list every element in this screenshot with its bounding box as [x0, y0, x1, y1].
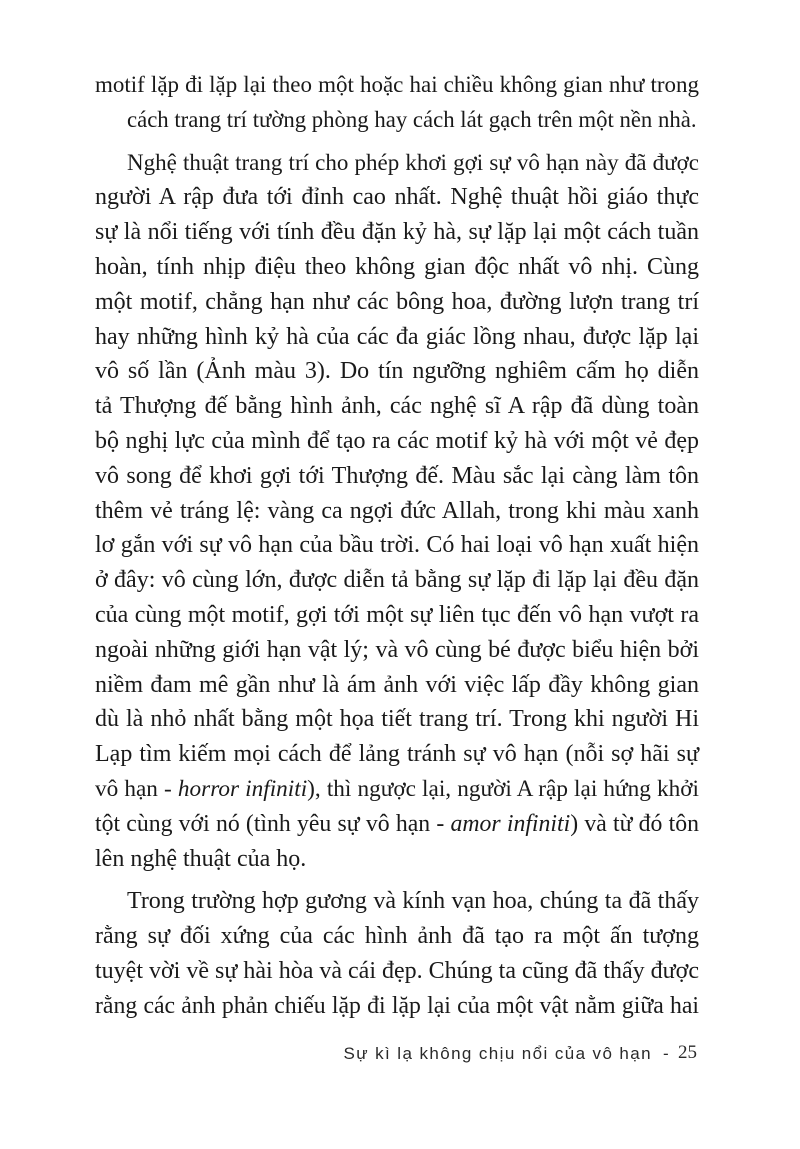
- text-line: tả Thượng đế bằng hình ảnh, các nghệ sĩ A rập đã dùng toàn: [95, 393, 699, 420]
- text-segment: ), thì ngược lại, người A rập lại hứng khởi: [307, 775, 699, 802]
- text-line: ngoài những giới hạn vật lý; và vô cùng bé được biểu hiện bởi: [95, 636, 699, 663]
- text-line: cách trang trí tường phòng hay cách lát gạch trên một nền nhà.: [127, 106, 697, 132]
- text-line: vô song để khơi gợi tới Thượng đế. Màu sắc lại càng làm tôn: [95, 462, 699, 489]
- text-line: lơ gắn với sự vô hạn của bầu trời. Có hai loại vô hạn xuất hiện: [95, 532, 699, 559]
- text-line: bộ nghị lực của mình để tạo ra các motif kỷ hà với một vẻ đẹp: [95, 427, 699, 454]
- text-line: một motif, chẳng hạn như các bông hoa, đường lượn trang trí: [95, 288, 699, 315]
- text-line: vô số lần (Ảnh màu 3). Do tín ngưỡng nghiêm cấm họ diễn: [95, 358, 699, 385]
- text-line: niềm đam mê gần như là ám ảnh với việc lấp đầy không gian: [95, 671, 699, 698]
- text-line: rằng sự đối xứng của các hình ảnh đã tạo ra một ấn tượng: [95, 923, 699, 950]
- text-line: tuyệt vời về sự hài hòa và cái đẹp. Chúng ta cũng đã thấy được: [95, 957, 699, 984]
- paragraph-2: [95, 146, 699, 877]
- text-segment: tột cùng với nó (tình yêu sự vô hạn -: [95, 810, 451, 837]
- text-line: Lạp tìm kiếm mọi cách để lảng tránh sự vô hạn (nỗi sợ hãi sự: [95, 741, 699, 768]
- text-line: [95, 807, 699, 842]
- text-line: ở đây: vô cùng lớn, được diễn tả bằng sự lặp đi lặp lại đều đặn: [95, 567, 699, 594]
- text-segment: ) và từ đó tôn: [570, 810, 699, 837]
- italic-term: amor infiniti: [450, 810, 571, 837]
- text-segment: vô hạn -: [95, 775, 178, 802]
- text-line: người A rập đưa tới đỉnh cao nhất. Nghệ thuật hồi giáo thực: [95, 184, 699, 211]
- italic-term: horror infiniti: [177, 775, 308, 802]
- text-line: sự là nổi tiếng với tính đều đặn kỷ hà, sự lặp lại một cách tuần: [95, 219, 699, 246]
- paragraph-1: [95, 68, 699, 138]
- text-line: của cùng một motif, gợi tới một sự liên tục đến vô hạn vượt ra: [95, 601, 699, 628]
- text-line: thêm vẻ tráng lệ: vàng ca ngợi đức Allah, trong khi màu xanh: [95, 497, 699, 524]
- text-line: hay những hình kỷ hà của các đa giác lồng nhau, được lặp lại: [95, 323, 699, 350]
- page-number: 25: [678, 1042, 697, 1063]
- text-line: hoàn, tính nhịp điệu theo không gian độc nhất vô nhị. Cùng: [95, 253, 699, 280]
- footer-separator: -: [663, 1044, 669, 1063]
- text-line: rằng các ảnh phản chiếu lặp đi lặp lại của một vật nằm giữa hai: [95, 992, 699, 1019]
- page-body: [95, 68, 699, 1024]
- text-line: lên nghệ thuật của họ.: [95, 845, 307, 872]
- text-line: dù là nhỏ nhất bằng một họa tiết trang trí. Trong khi người Hi: [95, 706, 699, 733]
- paragraph-3: [95, 884, 699, 1023]
- text-line: Trong trường hợp gương và kính vạn hoa, chúng ta đã thấy: [127, 888, 699, 915]
- text-line: Nghệ thuật trang trí cho phép khơi gợi sự vô hạn này đã được: [127, 149, 699, 175]
- text-line: motif lặp đi lặp lại theo một hoặc hai chiều không gian như trong: [95, 72, 699, 97]
- running-head: Sự kì lạ không chịu nổi của vô hạn: [343, 1044, 652, 1063]
- page-footer: [0, 1044, 800, 1068]
- text-line: [95, 772, 699, 807]
